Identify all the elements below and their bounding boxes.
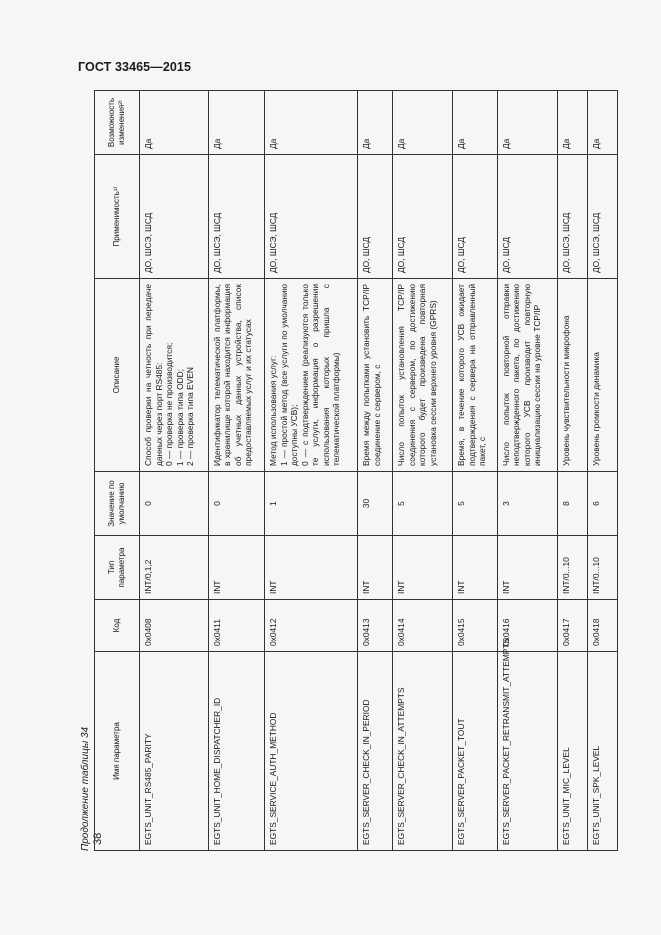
table-row <box>497 91 557 851</box>
type-cell: INT/0...10 <box>557 536 587 600</box>
default-value-cell: 30 <box>358 472 393 536</box>
description-line: 0 — с подтверждением (реализуются только те услуги, информация о разрешении использования которых пришла с телематической платформы) <box>299 284 342 466</box>
default-value-cell: 5 <box>393 472 453 536</box>
column-header-name: Имя параметра <box>95 652 140 851</box>
applicability-cell: ДО, ШСЭ, ШСД <box>208 155 265 279</box>
column-header-type: Тип параметра <box>95 536 140 600</box>
changeable-cell: Да <box>557 91 587 155</box>
type-cell: INT <box>393 536 453 600</box>
type-cell: INT <box>358 536 393 600</box>
document-header: ГОСТ 33465—2015 <box>78 60 192 74</box>
description-line: Число попыток повторной отправки неподтвержденного пакета, по достижению которого УСВ производит повторную инициализацию сессии на уровне TCP/IP <box>500 284 543 466</box>
table-row <box>587 91 617 851</box>
default-value-cell: 3 <box>497 472 557 536</box>
changeable-cell: Да <box>497 91 557 155</box>
description-line: Время, в течение которого УСВ ожидает подтверждения с сервера на отправленный пакет, с <box>456 284 488 466</box>
description-line: Идентификатор телематической платформы, в хранилище которой находится информация об учетных данных устройства, список предоставляемых услуг и их статусах <box>211 284 254 466</box>
parameter-name-cell: EGTS_UNIT_HOME_DISPATCHER_ID <box>208 652 265 851</box>
type-cell: INT <box>453 536 498 600</box>
table-row <box>265 91 358 851</box>
changeable-cell: Да <box>140 91 209 155</box>
code-cell: 0x0413 <box>358 600 393 652</box>
column-header-description: Описание <box>95 279 140 472</box>
description-cell <box>587 279 617 472</box>
parameter-name-cell: EGTS_SERVER_CHECK_IN_ATTEMPTS <box>393 652 453 851</box>
table-row <box>140 91 209 851</box>
code-cell: 0x0412 <box>265 600 358 652</box>
parameters-table <box>94 90 618 851</box>
table-row <box>453 91 498 851</box>
table-row <box>208 91 265 851</box>
applicability-cell: ДО, ШСД <box>393 155 453 279</box>
description-line: Время между попытками установить TCP/IP соединение с сервером, с <box>361 284 382 466</box>
applicability-cell: ДО, ШСД <box>453 155 498 279</box>
parameter-name-cell: EGTS_SERVER_CHECK_IN_PERIOD <box>358 652 393 851</box>
applicability-cell: ДО, ШСД <box>497 155 557 279</box>
parameter-name-cell: EGTS_UNIT_SPK_LEVEL <box>587 652 617 851</box>
default-value-cell: 0 <box>208 472 265 536</box>
rotated-table-area <box>78 91 618 851</box>
table-row <box>393 91 453 851</box>
changeable-cell: Да <box>393 91 453 155</box>
default-value-cell: 6 <box>587 472 617 536</box>
description-cell <box>140 279 209 472</box>
description-cell <box>208 279 265 472</box>
description-cell <box>453 279 498 472</box>
table-body <box>140 91 618 851</box>
changeable-cell: Да <box>208 91 265 155</box>
description-cell <box>358 279 393 472</box>
applicability-cell: ДО, ШСЭ, ШСД <box>265 155 358 279</box>
code-cell: 0x0418 <box>587 600 617 652</box>
page-number: 38 <box>92 832 104 845</box>
changeable-cell: Да <box>453 91 498 155</box>
parameter-name-cell: EGTS_UNIT_MIC_LEVEL <box>557 652 587 851</box>
type-cell: INT <box>208 536 265 600</box>
changeable-cell: Да <box>358 91 393 155</box>
table-row <box>358 91 393 851</box>
description-line: 1 — проверка типа ODD; <box>174 368 185 466</box>
parameter-name-cell: EGTS_SERVER_PACKET_RETRANSMIT_ATTEMPTS <box>497 652 557 851</box>
applicability-cell: ДО, ШСЭ, ШСД <box>557 155 587 279</box>
description-cell <box>497 279 557 472</box>
description-cell <box>265 279 358 472</box>
changeable-cell: Да <box>265 91 358 155</box>
default-value-cell: 8 <box>557 472 587 536</box>
description-line: 0 — проверка не производится; <box>164 342 174 466</box>
table-caption: Продолжение таблицы 34 <box>80 726 91 851</box>
description-cell <box>393 279 453 472</box>
description-cell <box>557 279 587 472</box>
table-header-row <box>95 91 140 851</box>
description-line: Метод использования услуг: <box>268 355 279 466</box>
column-header-code: Код <box>95 600 140 652</box>
description-line: Способ проверки на четность при передаче данных через порт RS485: <box>143 284 164 466</box>
code-cell: 0x0414 <box>393 600 453 652</box>
parameter-name-cell: EGTS_SERVER_PACKET_TOUT <box>453 652 498 851</box>
changeable-cell: Да <box>587 91 617 155</box>
code-cell: 0x0417 <box>557 600 587 652</box>
type-cell: INT/0...10 <box>587 536 617 600</box>
type-cell: INT/0,1,2 <box>140 536 209 600</box>
description-line: 1 — простой метод (все услуги по умолчанию доступны УСВ); <box>278 284 300 466</box>
code-cell: 0x0411 <box>208 600 265 652</box>
type-cell: INT <box>497 536 557 600</box>
default-value-cell: 1 <box>265 472 358 536</box>
code-cell: 0x0416 <box>497 600 557 652</box>
description-line: Число попыток установления TCP/IP соединения с сервером, по достижению которого будет произведена повторная установка сессии верхнего уровня (GPRS) <box>396 284 438 466</box>
code-cell: 0x0415 <box>453 600 498 652</box>
column-header-applicability: Применимость¹⁾ <box>95 155 140 279</box>
default-value-cell: 5 <box>453 472 498 536</box>
applicability-cell: ДО, ШСЭ, ШСД <box>587 155 617 279</box>
type-cell: INT <box>265 536 358 600</box>
applicability-cell: ДО, ШСД <box>358 155 393 279</box>
applicability-cell: ДО, ШСЭ, ШСД <box>140 155 209 279</box>
description-line: Уровень громкости динамика <box>590 352 601 466</box>
default-value-cell: 0 <box>140 472 209 536</box>
description-line: 2 — проверка типа EVEN <box>185 367 195 466</box>
parameter-name-cell: EGTS_SERVICE_AUTH_METHOD <box>265 652 358 851</box>
column-header-default: Значение по умолчанию <box>95 472 140 536</box>
code-cell: 0x0408 <box>140 600 209 652</box>
column-header-changeable: Возможность изменения²⁾ <box>95 91 140 155</box>
description-line: Уровень чувствительности микрофона <box>560 315 571 466</box>
parameter-name-cell: EGTS_UNIT_RS485_PARITY <box>140 652 209 851</box>
table-row <box>557 91 587 851</box>
